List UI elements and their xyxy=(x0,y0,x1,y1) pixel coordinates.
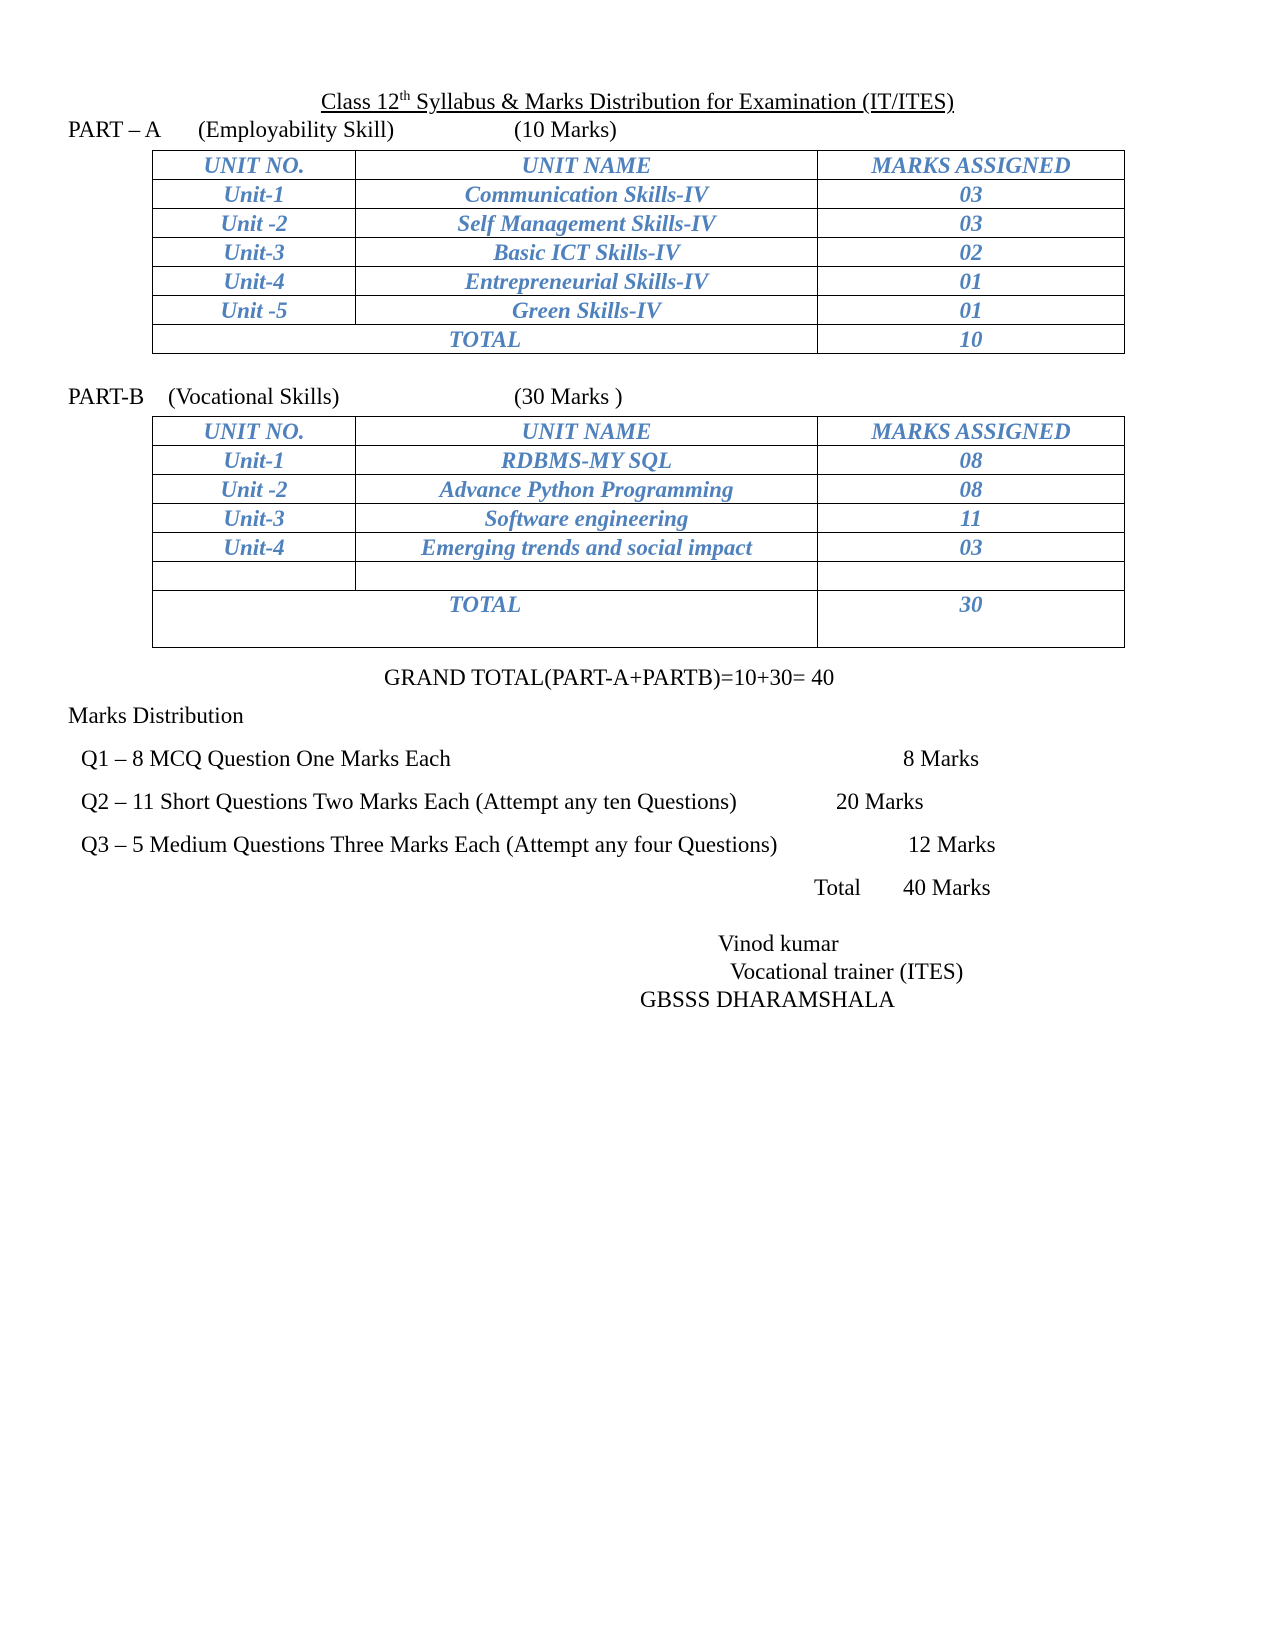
table-row xyxy=(153,446,1125,475)
signatory-name: Vinod kumar xyxy=(718,931,839,956)
marks-cell: 02 xyxy=(818,238,1125,267)
header-marks-assigned: MARKS ASSIGNED xyxy=(818,151,1125,180)
unit-name-cell: Software engineering xyxy=(356,504,818,533)
unit-name-cell: Entrepreneurial Skills-IV xyxy=(356,267,818,296)
part-b-label: PART-B xyxy=(68,384,145,409)
part-b-table xyxy=(152,416,1125,648)
unit-name-cell: Self Management Skills-IV xyxy=(356,209,818,238)
title-prefix: Class 12 xyxy=(320,89,400,114)
question-line-3: Q3 – 5 Medium Questions Three Marks Each (Attempt any four Questions) xyxy=(81,832,778,857)
unit-name-cell: Advance Python Programming xyxy=(356,475,818,504)
part-b-marks: (30 Marks ) xyxy=(514,384,623,409)
table-row xyxy=(153,296,1125,325)
title-superscript: th xyxy=(399,89,411,104)
table-row xyxy=(153,267,1125,296)
question-marks-2: 20 Marks xyxy=(836,789,924,814)
table-row xyxy=(153,238,1125,267)
unit-no-cell: Unit-4 xyxy=(153,533,356,562)
empty-row xyxy=(153,562,1125,591)
unit-name-cell: Emerging trends and social impact xyxy=(356,533,818,562)
table-header-row xyxy=(153,151,1125,180)
header-unit-name: UNIT NAME xyxy=(356,417,818,446)
total-row xyxy=(153,591,1125,648)
total-label-cell: TOTAL xyxy=(153,591,818,648)
marks-cell: 03 xyxy=(818,180,1125,209)
unit-name-cell: RDBMS-MY SQL xyxy=(356,446,818,475)
part-a-marks: (10 Marks) xyxy=(514,117,617,142)
unit-name-cell: Communication Skills-IV xyxy=(356,180,818,209)
table-header-row xyxy=(153,417,1125,446)
table-row xyxy=(153,180,1125,209)
header-unit-name: UNIT NAME xyxy=(356,151,818,180)
marks-cell: 08 xyxy=(818,446,1125,475)
part-a-label: PART – A xyxy=(68,117,162,142)
distribution-total-value: 40 Marks xyxy=(903,875,991,900)
signatory-designation: Vocational trainer (ITES) xyxy=(730,959,964,984)
question-line-2: Q2 – 11 Short Questions Two Marks Each (Attempt any ten Questions) xyxy=(81,789,737,814)
marks-cell: 03 xyxy=(818,533,1125,562)
part-b-subject: (Vocational Skills) xyxy=(168,384,340,409)
title-rest: Syllabus & Marks Distribution for Examination (IT/ITES) xyxy=(410,89,955,114)
document-title xyxy=(0,88,1275,116)
marks-cell: 11 xyxy=(818,504,1125,533)
total-row xyxy=(153,325,1125,354)
question-line-1: Q1 – 8 MCQ Question One Marks Each xyxy=(81,746,451,771)
marks-cell: 01 xyxy=(818,267,1125,296)
unit-no-cell: Unit-4 xyxy=(153,267,356,296)
unit-name-cell xyxy=(356,562,818,591)
unit-no-cell: Unit-1 xyxy=(153,180,356,209)
grand-total: GRAND TOTAL(PART-A+PARTB)=10+30= 40 xyxy=(384,665,835,690)
unit-no-cell: Unit-1 xyxy=(153,446,356,475)
question-marks-1: 8 Marks xyxy=(903,746,980,771)
total-label-cell: TOTAL xyxy=(153,325,818,354)
question-marks-3: 12 Marks xyxy=(908,832,996,857)
table-row xyxy=(153,209,1125,238)
unit-no-cell xyxy=(153,562,356,591)
unit-no-cell: Unit-3 xyxy=(153,504,356,533)
part-a-table xyxy=(152,150,1125,354)
marks-distribution-heading: Marks Distribution xyxy=(68,703,244,728)
unit-no-cell: Unit -5 xyxy=(153,296,356,325)
marks-cell: 01 xyxy=(818,296,1125,325)
marks-cell xyxy=(818,562,1125,591)
marks-cell: 03 xyxy=(818,209,1125,238)
unit-no-cell: Unit-3 xyxy=(153,238,356,267)
marks-cell: 08 xyxy=(818,475,1125,504)
total-value-cell: 10 xyxy=(818,325,1125,354)
part-a-subject: (Employability Skill) xyxy=(198,117,395,142)
table-row xyxy=(153,475,1125,504)
table-row xyxy=(153,533,1125,562)
distribution-total-label: Total xyxy=(814,875,861,900)
table-row xyxy=(153,504,1125,533)
header-unit-no: UNIT NO. xyxy=(153,151,356,180)
signatory-school: GBSSS DHARAMSHALA xyxy=(640,987,895,1012)
header-marks-assigned: MARKS ASSIGNED xyxy=(818,417,1125,446)
unit-name-cell: Green Skills-IV xyxy=(356,296,818,325)
header-unit-no: UNIT NO. xyxy=(153,417,356,446)
total-value-cell: 30 xyxy=(818,591,1125,648)
unit-no-cell: Unit -2 xyxy=(153,475,356,504)
unit-name-cell: Basic ICT Skills-IV xyxy=(356,238,818,267)
unit-no-cell: Unit -2 xyxy=(153,209,356,238)
